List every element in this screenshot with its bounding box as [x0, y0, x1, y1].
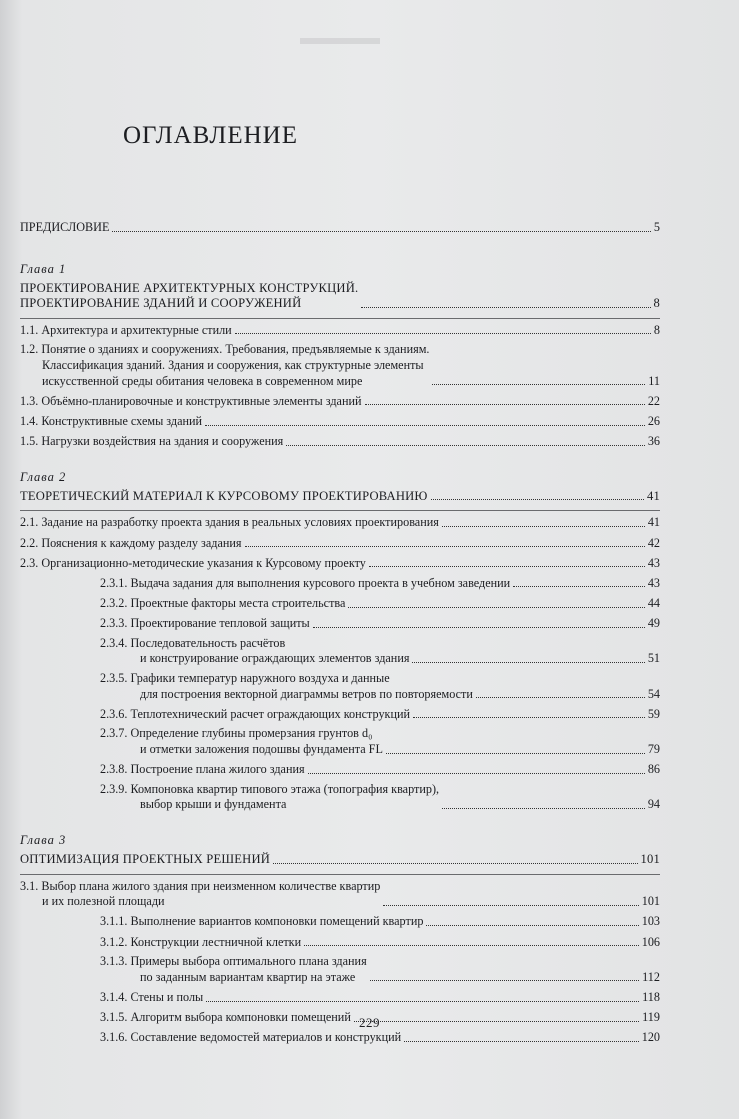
- toc-entry-page: 49: [647, 616, 660, 631]
- toc-entry-text: 3.1. Выбор плана жилого здания при неизменном количестве квартир и их полезной площади: [20, 878, 381, 909]
- toc-entry: [20, 515, 660, 531]
- toc-entry-page: 51: [647, 651, 660, 666]
- toc-entry-preface: [20, 220, 660, 236]
- toc-entry-page: 43: [647, 555, 660, 570]
- toc-entry-text: 2.3.1. Выдача задания для выполнения курсового проекта в учебном заведении: [100, 575, 511, 590]
- chapter-rule: [20, 874, 660, 875]
- toc-entry-page: 101: [640, 851, 660, 866]
- toc-entry: [20, 782, 660, 813]
- chapter-label: Глава 2: [20, 469, 67, 484]
- toc-entry: [20, 394, 660, 410]
- dot-leader: [442, 808, 645, 809]
- dot-leader: [442, 526, 645, 527]
- toc-entry-text: 1.2. Понятие о зданиях и сооружениях. Требования, предъявляемые к зданиям. Классификация зданий. Здания и сооружения, как структурные элементы искусственной среды обитания человека в современном мире: [20, 342, 430, 388]
- toc-entry-text: ПРОЕКТИРОВАНИЕ АРХИТЕКТУРНЫХ КОНСТРУКЦИЙ. ПРОЕКТИРОВАНИЕ ЗДАНИЙ И СООРУЖЕНИЙ: [20, 280, 359, 311]
- toc-content: [20, 120, 660, 1046]
- dot-leader: [112, 231, 650, 232]
- dot-leader: [426, 925, 638, 926]
- toc-entry-page: 8: [653, 322, 660, 337]
- toc-entry-text: 2.3.3. Проектирование тепловой защиты: [100, 616, 310, 631]
- toc-entry-page: 5: [653, 220, 660, 234]
- dot-leader: [348, 607, 644, 608]
- dot-leader: [206, 1001, 639, 1002]
- toc-entry-page: 36: [647, 434, 660, 449]
- dot-leader: [412, 662, 644, 663]
- toc-entry-page: 22: [647, 393, 660, 408]
- toc-entry: [20, 726, 660, 757]
- dot-leader: [413, 717, 645, 718]
- toc-entry-text: 3.1.2. Конструкции лестничной клетки: [100, 934, 302, 949]
- toc-entry: [20, 434, 660, 450]
- page-number: 229: [359, 1015, 380, 1030]
- toc-entry-text: 2.3. Организационно-методические указания к Курсовому проекту: [20, 555, 366, 570]
- chapter-title: [20, 281, 660, 312]
- toc-entry-page: 43: [647, 575, 660, 590]
- toc-entry-text: 2.3.7. Определение глубины промерзания грунтов d₀ и отметки заложения подошвы фундамента FL: [100, 726, 383, 756]
- toc-entry-text: 1.3. Объёмно-планировочные и конструктивные элементы зданий: [20, 393, 362, 408]
- toc-entry-page: 86: [647, 762, 660, 777]
- toc-entry-page: 106: [641, 934, 660, 949]
- toc-entry: [20, 914, 660, 930]
- toc-entry-text: 2.3.9. Компоновка квартир типового этажа (топография квартир), выбор крыши и фундамента: [100, 781, 440, 812]
- toc-entry-text: ТЕОРЕТИЧЕСКИЙ МАТЕРИАЛ К КУРСОВОМУ ПРОЕКТИРОВАНИЮ: [20, 488, 428, 503]
- toc-entry-text: 3.1.4. Стены и полы: [100, 989, 204, 1004]
- toc-entry-text: 3.1.1. Выполнение вариантов компоновки помещений квартир: [100, 914, 424, 929]
- toc-entry: [20, 556, 660, 572]
- toc-entry-page: 119: [642, 1010, 660, 1025]
- chapter-title: [20, 852, 660, 868]
- toc-entry-page: 79: [647, 742, 660, 756]
- toc-entry-text: ПРЕДИСЛОВИЕ: [20, 220, 110, 234]
- toc-entry-text: ОПТИМИЗАЦИЯ ПРОЕКТНЫХ РЕШЕНИЙ: [20, 851, 271, 866]
- toc-entry-page: 103: [641, 914, 660, 929]
- toc-entry-page: 54: [647, 686, 660, 701]
- toc-entry: [20, 1030, 660, 1046]
- toc-entry-page: 26: [647, 413, 660, 428]
- chapter-gap: [20, 813, 660, 833]
- table-of-contents: [20, 220, 660, 1046]
- toc-entry: [20, 414, 660, 430]
- toc-entry-text: 3.1.5. Алгоритм выбора компоновки помещений: [100, 1010, 351, 1025]
- chapter-gap: [20, 236, 660, 262]
- dot-leader: [513, 586, 645, 587]
- toc-entry-page: 112: [642, 969, 660, 984]
- toc-entry-text: 2.3.8. Построение плана жилого здания: [100, 762, 305, 777]
- toc-entry-text: 2.3.4. Последовательность расчётов и конструирование ограждающих элементов здания: [100, 635, 410, 666]
- toc-entry-page: 101: [641, 894, 660, 909]
- dot-leader: [245, 546, 645, 547]
- toc-entry: [20, 576, 660, 592]
- dot-leader: [308, 773, 645, 774]
- dot-leader: [313, 627, 645, 628]
- chapter-rule: [20, 318, 660, 319]
- toc-entry: [20, 762, 660, 778]
- dot-leader: [273, 863, 637, 864]
- toc-entry: [20, 707, 660, 723]
- toc-entry-page: 11: [648, 373, 660, 388]
- toc-entry-page: 41: [647, 515, 660, 530]
- dot-leader: [432, 384, 645, 385]
- toc-entry: [20, 671, 660, 702]
- toc-entry: [20, 990, 660, 1006]
- dot-leader: [476, 697, 645, 698]
- toc-entry-text: 2.3.5. Графики температур наружного воздуха и данные для построения векторной диаграммы ветров по повторяемости: [100, 671, 473, 701]
- chapter-rule: [20, 510, 660, 511]
- toc-entry-page: 44: [647, 596, 660, 611]
- toc-entry-text: 1.1. Архитектура и архитектурные стили: [20, 322, 232, 337]
- dot-leader: [370, 980, 639, 981]
- toc-entry-text: 2.3.6. Теплотехнический расчет ограждающих конструкций: [100, 706, 411, 721]
- toc-entry: [20, 616, 660, 632]
- toc-entry: [20, 536, 660, 552]
- bleed-through-header: [300, 38, 380, 44]
- toc-entry: [20, 596, 660, 612]
- toc-entry-page: 8: [653, 296, 660, 311]
- toc-entry: [20, 935, 660, 951]
- toc-entry: [20, 323, 660, 339]
- dot-leader: [431, 499, 644, 500]
- page-title: ОГЛАВЛЕНИЕ: [123, 122, 298, 149]
- toc-entry: [20, 954, 660, 985]
- dot-leader: [369, 566, 645, 567]
- toc-entry-text: 3.1.6. Составление ведомостей материалов и конструкций: [100, 1030, 402, 1045]
- chapter-gap: [20, 450, 660, 470]
- chapter-label: Глава 3: [20, 832, 67, 847]
- toc-entry-text: 2.3.2. Проектные факторы места строительства: [100, 596, 346, 611]
- dot-leader: [404, 1041, 639, 1042]
- dot-leader: [361, 307, 650, 308]
- toc-entry: [20, 636, 660, 667]
- toc-entry-text: 2.1. Задание на разработку проекта здания в реальных условиях проектирования: [20, 515, 439, 530]
- chapter-label: Глава 1: [20, 261, 67, 276]
- dot-leader: [386, 753, 645, 754]
- toc-entry-text: 3.1.3. Примеры выбора оптимального плана здания по заданным вариантам квартир на этаже: [100, 954, 367, 984]
- dot-leader: [205, 425, 645, 426]
- toc-entry-page: 59: [647, 706, 660, 721]
- dot-leader: [235, 333, 651, 334]
- dot-leader: [383, 905, 638, 906]
- toc-entry: [20, 342, 660, 389]
- toc-entry-text: 1.4. Конструктивные схемы зданий: [20, 413, 203, 428]
- toc-entry-page: 120: [641, 1030, 660, 1045]
- toc-entry: [20, 879, 660, 910]
- dot-leader: [286, 445, 645, 446]
- toc-entry-text: 2.2. Пояснения к каждому разделу задания: [20, 535, 242, 550]
- dot-leader: [365, 404, 645, 405]
- toc-entry-text: 1.5. Нагрузки воздействия на здания и сооружения: [20, 434, 284, 449]
- toc-entry-page: 42: [647, 535, 660, 550]
- dot-leader: [304, 945, 639, 946]
- toc-entry-page: 118: [642, 989, 660, 1004]
- toc-entry-page: 41: [647, 488, 660, 503]
- chapter-title: [20, 489, 660, 505]
- toc-entry-page: 94: [647, 797, 660, 812]
